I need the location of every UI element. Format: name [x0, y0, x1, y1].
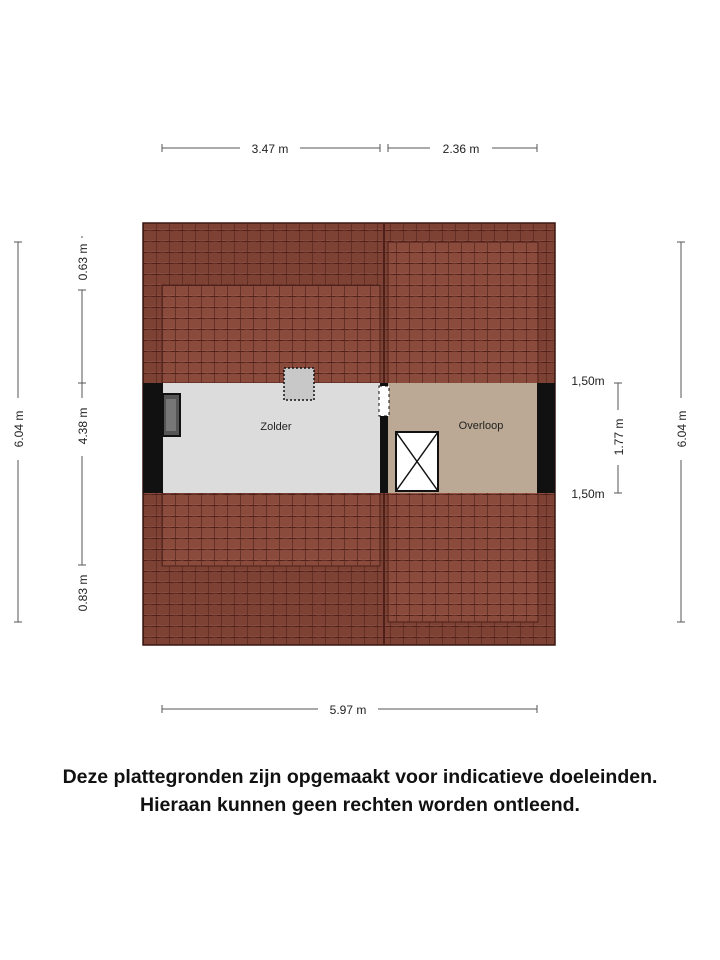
disclaimer-line-2: Hieraan kunnen geen rechten worden ontleend. [140, 794, 580, 816]
floor-area [143, 368, 555, 493]
roof-panel-lower-left [162, 493, 380, 566]
dimension-top [162, 144, 537, 152]
dim-right-total: 6.04 m [675, 410, 689, 448]
room-label-zolder: Zolder [260, 421, 292, 433]
zolder-floor [163, 383, 380, 493]
dim-top-left: 3.47 m [251, 142, 289, 156]
chimney-inner [166, 399, 176, 431]
door-opening [379, 386, 389, 416]
dim-right-lower-height: 1,50m [571, 487, 605, 501]
wall-right [537, 383, 555, 493]
dim-left-upper: 0.63 m [76, 243, 90, 281]
dim-right-upper-height: 1,50m [571, 374, 605, 388]
dim-left-total: 6.04 m [12, 410, 26, 448]
dim-left-middle: 4.38 m [76, 407, 90, 445]
dimension-left-inner [78, 236, 86, 565]
dim-bottom: 5.97 m [329, 703, 367, 717]
stair-hatch-icon [396, 432, 438, 491]
disclaimer-line-1: Deze plattegronden zijn opgemaakt voor indicatieve doeleinden. [62, 766, 658, 788]
roof-panel-upper-left [162, 285, 380, 383]
dim-right-middle: 1.77 m [612, 418, 626, 456]
room-label-overloop: Overloop [458, 420, 504, 432]
dim-left-lower: 0.83 m [76, 574, 90, 612]
roof-window [284, 368, 314, 400]
wall-left [143, 383, 163, 493]
dim-top-right: 2.36 m [442, 142, 480, 156]
